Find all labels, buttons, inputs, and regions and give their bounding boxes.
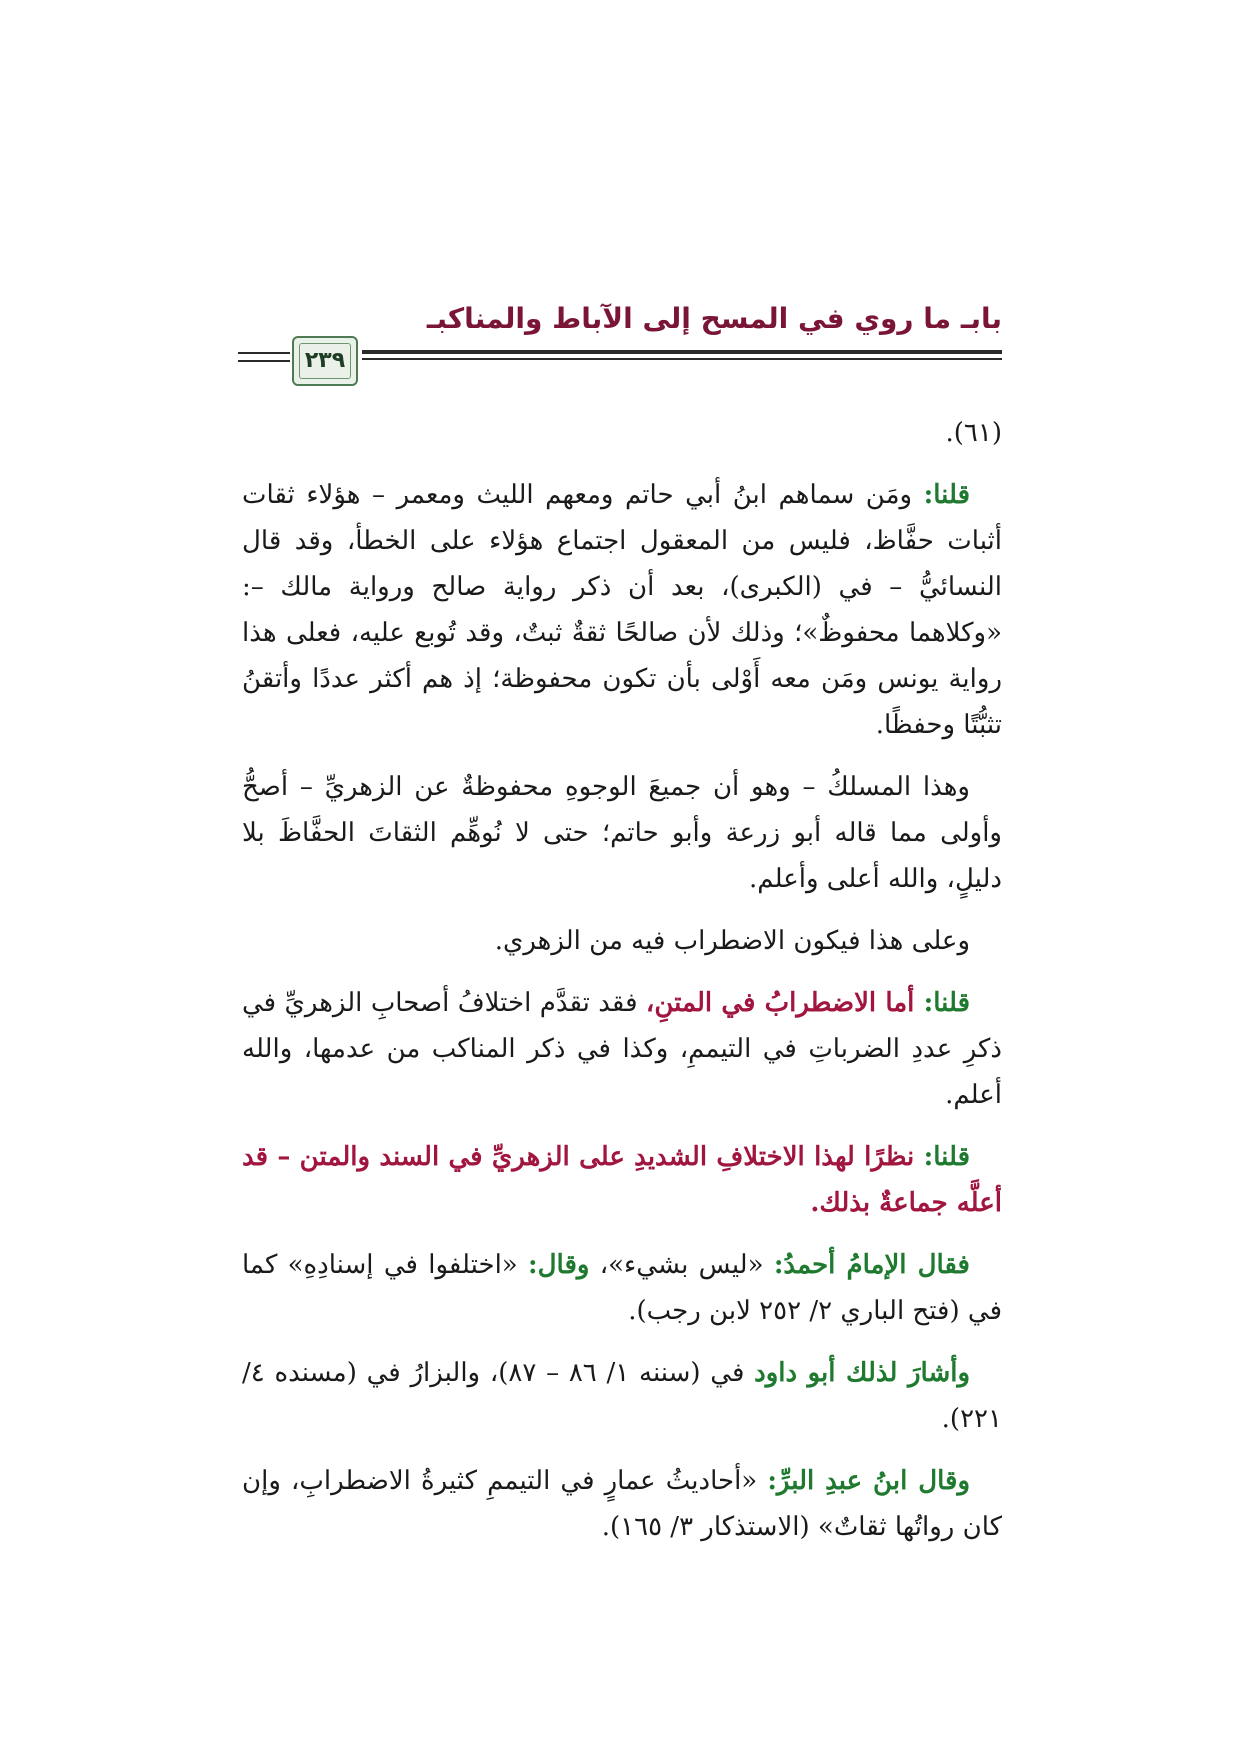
paragraph-2	[242, 764, 1002, 902]
header-rule-bottom	[362, 358, 1002, 360]
footnote-ref: (٦١).	[945, 418, 1002, 448]
paragraph-4	[242, 980, 1002, 1118]
paragraph-6-text-1: «ليس بشيء»،	[589, 1250, 774, 1280]
paragraph-5	[242, 1134, 1002, 1226]
paragraph-0	[242, 410, 1002, 456]
conclusion-heading: نظرًا لهذا الاختلافِ الشديدِ على الزهريِّ في السند والمتن – قد أعلَّه جماعةٌ بذلك.	[242, 1142, 1002, 1218]
paragraph-8-text: «أحاديثُ عمارٍ في التيممِ كثيرةُ الاضطرابِ، وإن كان رواتُها ثقاتٌ» (الاستذكار ٣/ ١٦٥).	[242, 1466, 1002, 1542]
paragraph-4-text: فقد تقدَّم اختلافُ أصحابِ الزهريِّ في ذكرِ عددِ الضرباتِ في التيممِ، وكذا في ذكر المناكب من عدمها، والله أعلم.	[242, 988, 1002, 1110]
paragraph-2-text: وهذا المسلكُ – وهو أن جميعَ الوجوهِ محفوظةٌ عن الزهريِّ – أصحُّ وأولى مما قاله أبو زرعة وأبو حاتم؛ حتى لا نُوهِّم الثقاتَ الحفَّاظَ بلا دليلٍ، والله أعلى وأعلم.	[242, 772, 1002, 894]
paragraph-1	[242, 472, 1002, 748]
lead-wa-qala: وقال:	[528, 1250, 590, 1280]
header-rule-left-top	[238, 352, 290, 354]
chapter-title: بابـ ما روي في المسح إلى الآباط والمناكبـ	[426, 302, 1002, 335]
paragraph-7	[242, 1350, 1002, 1442]
paragraph-8	[242, 1458, 1002, 1550]
paragraph-6	[242, 1242, 1002, 1334]
lead-abu-dawud: وأشارَ لذلك أبو داود	[754, 1358, 971, 1388]
paragraph-6-text-2: «اختلفوا في إسنادِهِ» كما في (فتح الباري ٢/ ٢٥٢ لابن رجب).	[242, 1250, 1002, 1326]
lead-qulna-1: قلنا:	[923, 480, 970, 510]
paragraph-7-text: في (سننه ١/ ٨٦ – ٨٧)، والبزارُ في (مسنده ٤/ ٢٢١).	[242, 1358, 1002, 1434]
paragraph-1-text: ومَن سماهم ابنُ أبي حاتم ومعهم الليث ومعمر – هؤلاء ثقات أثبات حفَّاظ، فليس من المعقول اجتماع هؤلاء على الخطأ، وقد قال النسائيُّ – في (الكبرى)، بعد أن ذكر رواية صالح ورواية مالك –: «وكلاهما محفوظٌ»؛ وذلك لأن صالحًا ثقةٌ ثبتٌ، وقد تُوبع عليه، فعلى هذا رواية يونس ومَن معه أَوْلى بأن تكون محفوظة؛ إذ هم أكثر عددًا وأتقنُ تثبُّتًا وحفظًا.	[242, 480, 1002, 740]
page-number: ٢٣٩	[304, 348, 346, 373]
page-number-badge	[292, 336, 358, 386]
lead-qulna-3: قلنا:	[923, 1142, 970, 1172]
header-rule-top	[362, 350, 1002, 354]
matn-heading: أما الاضطرابُ في المتنِ،	[645, 988, 924, 1018]
paragraph-3-text: وعلى هذا فيكون الاضطراب فيه من الزهري.	[494, 926, 970, 956]
lead-ahmad: فقال الإمامُ أحمدُ:	[773, 1250, 970, 1280]
page-content	[242, 410, 1002, 1566]
header-rule-left-bottom	[238, 360, 290, 362]
lead-ibn-abdulbarr: وقال ابنُ عبدِ البرِّ:	[767, 1466, 971, 1496]
paragraph-3	[242, 918, 1002, 964]
lead-qulna-2: قلنا:	[923, 988, 970, 1018]
